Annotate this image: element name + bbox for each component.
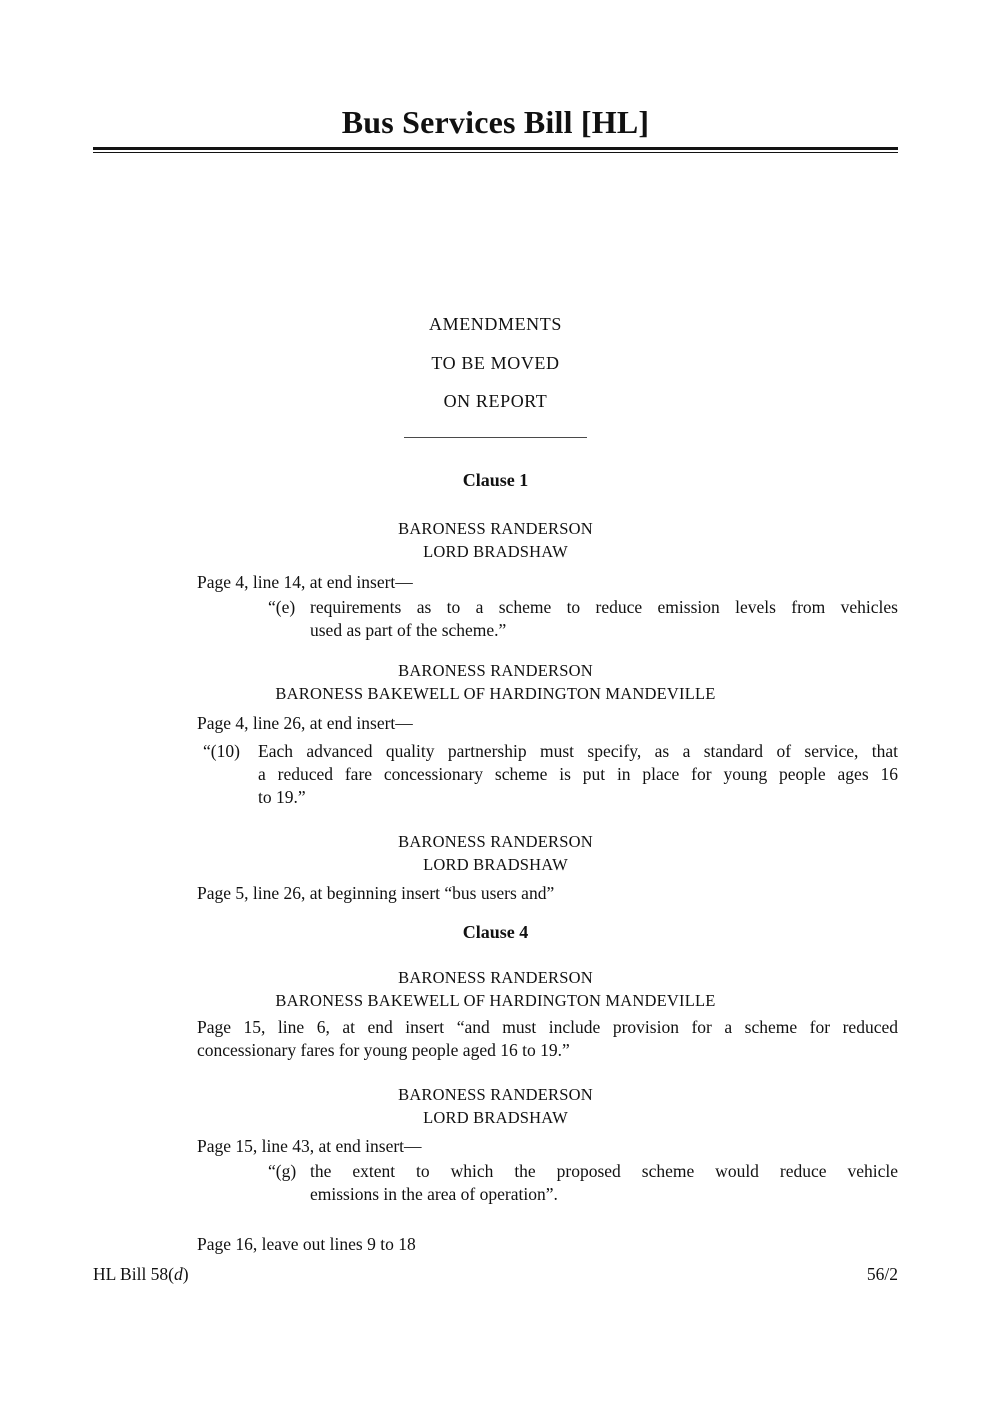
item-line: emissions in the area of operation”. xyxy=(310,1183,558,1204)
sponsor-name: LORD BRADSHAW xyxy=(423,854,568,874)
sponsor-name: BARONESS RANDERSON xyxy=(398,967,593,987)
document-title: Bus Services Bill [HL] xyxy=(341,104,650,140)
sponsor-name: BARONESS RANDERSON xyxy=(398,831,593,851)
amendment-1-body xyxy=(197,571,898,642)
item-line: a reduced fare concessionary scheme is put in place for young people ages 16 xyxy=(258,763,898,784)
amendment-instruction: Page 4, line 14, at end insert— xyxy=(197,571,413,592)
clause-1-heading: Clause 1 xyxy=(462,469,529,490)
front-matter-line: AMENDMENTS xyxy=(428,314,562,334)
amendment-2-sponsors xyxy=(93,659,898,705)
footer-sheet-number: 56/2 xyxy=(866,1264,898,1284)
item-text xyxy=(258,740,898,809)
title-rule-thick xyxy=(93,147,898,150)
amendment-5-sponsors xyxy=(93,1083,898,1129)
amendment-1-sponsors xyxy=(93,517,898,563)
bill-ref-italic: d xyxy=(174,1264,183,1284)
sponsor-name: LORD BRADSHAW xyxy=(423,541,568,561)
item-line: to 19.” xyxy=(258,786,306,807)
section-divider xyxy=(404,437,587,438)
amendment-instruction: Page 15, line 43, at end insert— xyxy=(197,1135,422,1156)
amendment-item xyxy=(268,1160,898,1206)
amendment-instruction: Page 4, line 26, at end insert— xyxy=(197,712,413,733)
sponsor-name: BARONESS RANDERSON xyxy=(398,1084,593,1104)
sponsor-name: BARONESS RANDERSON xyxy=(398,660,593,680)
amendment-3-sponsors xyxy=(93,830,898,876)
title-rule-thin xyxy=(93,152,898,153)
item-line: the extent to which the proposed scheme would reduce vehicle xyxy=(310,1160,898,1181)
sponsor-name: BARONESS BAKEWELL OF HARDINGTON MANDEVILLE xyxy=(275,683,716,703)
front-matter-line: ON REPORT xyxy=(443,391,548,411)
amendment-instruction: Page 16, leave out lines 9 to 18 xyxy=(197,1233,416,1254)
amendment-4-sponsors xyxy=(93,966,898,1012)
item-line: used as part of the scheme.” xyxy=(310,619,507,640)
item-label: “(10) xyxy=(203,740,240,761)
amendment-item xyxy=(203,740,898,809)
amendment-instruction xyxy=(197,1016,898,1062)
amendment-6-body xyxy=(197,1233,898,1256)
footer-bill-number xyxy=(93,1263,189,1286)
item-text xyxy=(310,596,898,642)
item-label: “(g) xyxy=(268,1160,297,1181)
clause-4-heading: Clause 4 xyxy=(462,921,529,942)
document-content xyxy=(93,0,898,1256)
amendment-5-body xyxy=(197,1135,898,1206)
amendment-3-body xyxy=(197,882,898,905)
sponsor-name: BARONESS RANDERSON xyxy=(398,518,593,538)
item-label: “(e) xyxy=(268,596,296,617)
amendment-instruction: Page 5, line 26, at beginning insert “bus users and” xyxy=(197,882,555,903)
item-line: requirements as to a scheme to reduce emission levels from vehicles xyxy=(310,596,898,617)
item-text xyxy=(310,1160,898,1206)
amendment-4-body xyxy=(197,1016,898,1062)
sponsor-name: LORD BRADSHAW xyxy=(423,1107,568,1127)
item-line: Each advanced quality partnership must specify, as a standard of service, that xyxy=(258,740,898,761)
bill-ref-prefix: HL Bill 58( xyxy=(93,1264,175,1284)
page-footer xyxy=(93,1263,898,1286)
bill-ref-suffix: ) xyxy=(182,1264,189,1284)
front-matter xyxy=(93,305,898,421)
amendment-2-body xyxy=(197,712,898,809)
sponsor-name: BARONESS BAKEWELL OF HARDINGTON MANDEVILLE xyxy=(275,990,716,1010)
instruction-line: Page 15, line 6, at end insert “and must include provision for a scheme for reduced xyxy=(197,1016,898,1037)
instruction-line: concessionary fares for young people aged 16 to 19.” xyxy=(197,1039,570,1060)
amendment-item xyxy=(268,596,898,642)
front-matter-line: TO BE MOVED xyxy=(431,352,560,373)
